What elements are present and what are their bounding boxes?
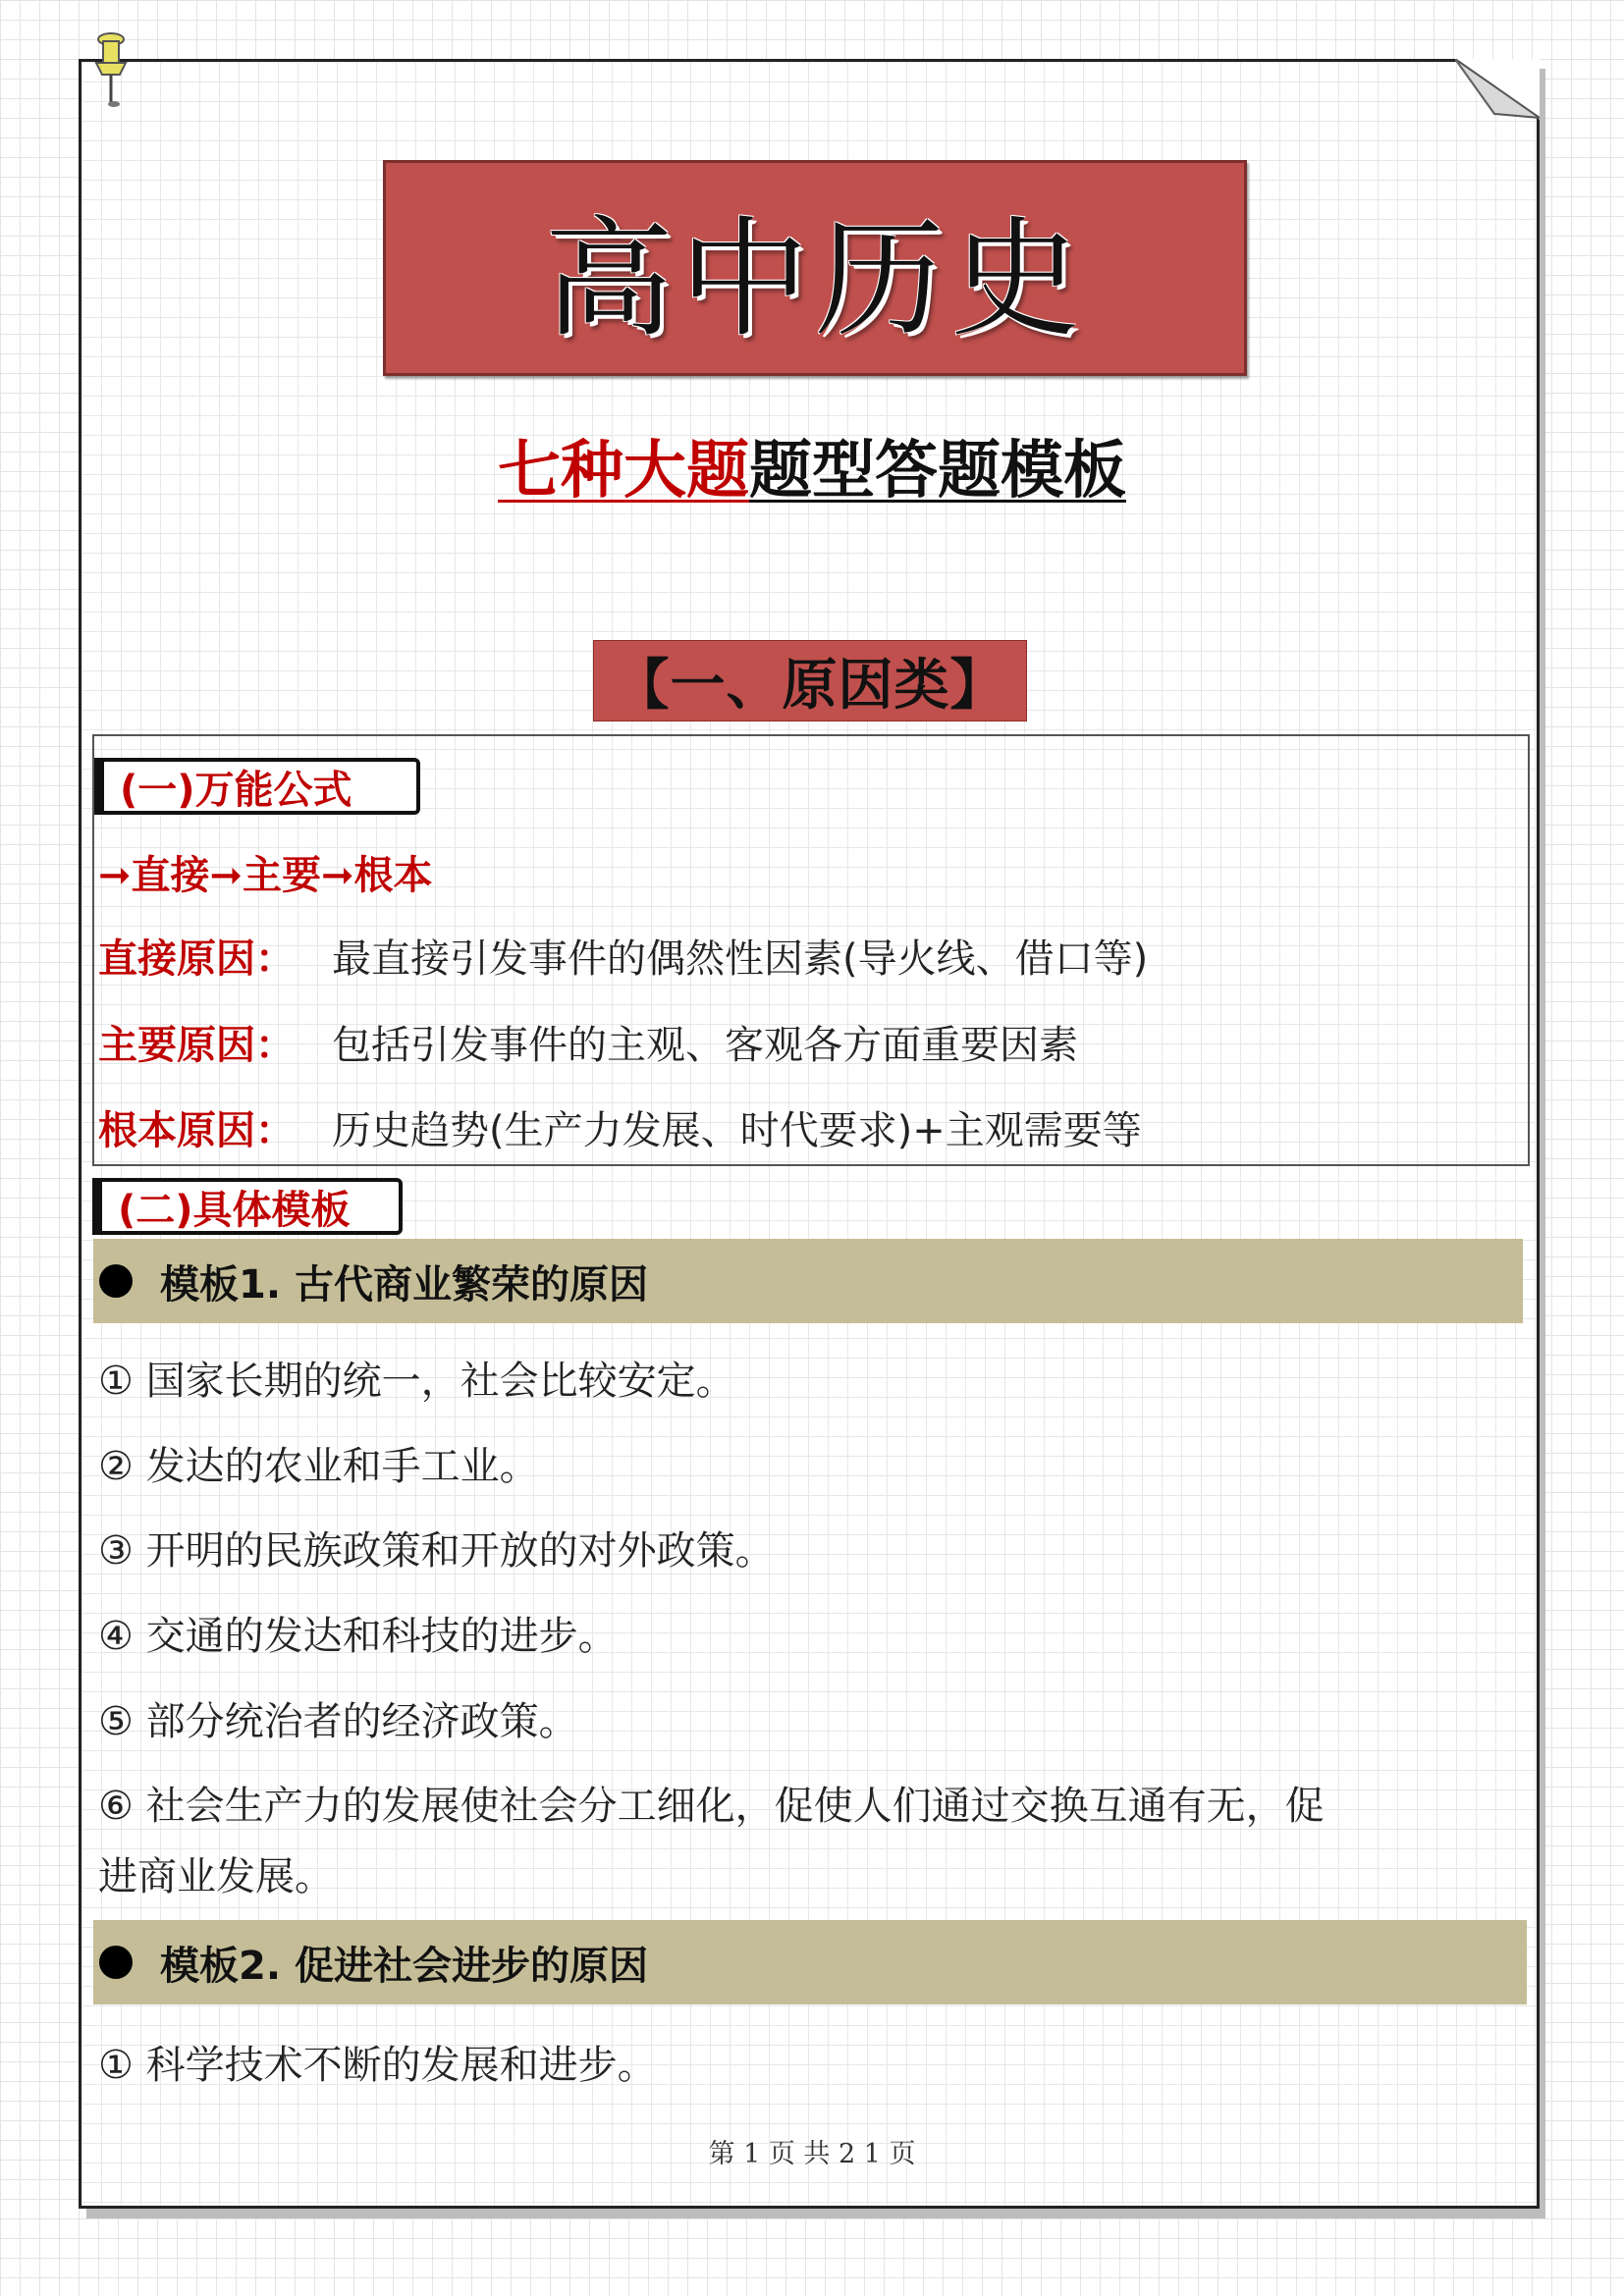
formula-flow: ➞直接➞主要➞根本 xyxy=(98,853,433,898)
pushpin-icon xyxy=(86,31,135,110)
cause-row xyxy=(98,1014,1078,1070)
template-heading xyxy=(93,1239,1523,1323)
list-item-continued: 进商业发展。 xyxy=(98,1854,334,1899)
section-heading: 【一、原因类】 xyxy=(593,640,1027,721)
list-item: ② 发达的农业和手工业。 xyxy=(98,1444,539,1489)
cause-row xyxy=(98,1099,1142,1155)
cause-key: 根本原因： xyxy=(98,1108,295,1153)
cause-row xyxy=(98,928,1148,984)
bullet-dot-icon xyxy=(99,1946,133,1979)
list-item: ④ 交通的发达和科技的进步。 xyxy=(98,1614,618,1659)
subtitle-highlight: 七种大题 xyxy=(498,435,749,507)
templates-label: (二)具体模板 xyxy=(92,1178,403,1235)
cause-key: 主要原因： xyxy=(98,1023,295,1068)
subtitle-rest: 题型答题模板 xyxy=(749,435,1126,507)
template-heading-text: 模板2. 促进社会进步的原因 xyxy=(160,1943,648,1989)
cause-value: 包括引发事件的主观、客观各方面重要因素 xyxy=(332,1023,1078,1068)
bullet-dot-icon xyxy=(99,1264,133,1298)
page-number: 第 1 页 共 2 1 页 xyxy=(708,2139,916,2169)
formula-label: (一)万能公式 xyxy=(94,758,420,815)
template-heading-text: 模板1. 古代商业繁荣的原因 xyxy=(160,1261,648,1308)
template-heading xyxy=(93,1920,1527,2004)
list-item: ① 科学技术不断的发展和进步。 xyxy=(98,2043,657,2088)
list-item: ① 国家长期的统一，社会比较安定。 xyxy=(98,1359,735,1404)
cause-value: 最直接引发事件的偶然性因素(导火线、借口等) xyxy=(332,936,1149,982)
subtitle xyxy=(0,427,1624,515)
title-banner xyxy=(383,160,1247,376)
list-item: ⑥ 社会生产力的发展使社会分工细化，促使人们通过交换互通有无，促 xyxy=(98,1784,1325,1829)
page-title: 高中历史 xyxy=(544,204,1086,355)
cause-key: 直接原因： xyxy=(98,936,295,982)
list-item: ⑤ 部分统治者的经济政策。 xyxy=(98,1699,578,1744)
cause-value: 历史趋势(生产力发展、时代要求)+主观需要等 xyxy=(332,1108,1142,1153)
list-item: ③ 开明的民族政策和开放的对外政策。 xyxy=(98,1528,775,1574)
page-fold-icon xyxy=(1455,59,1540,120)
